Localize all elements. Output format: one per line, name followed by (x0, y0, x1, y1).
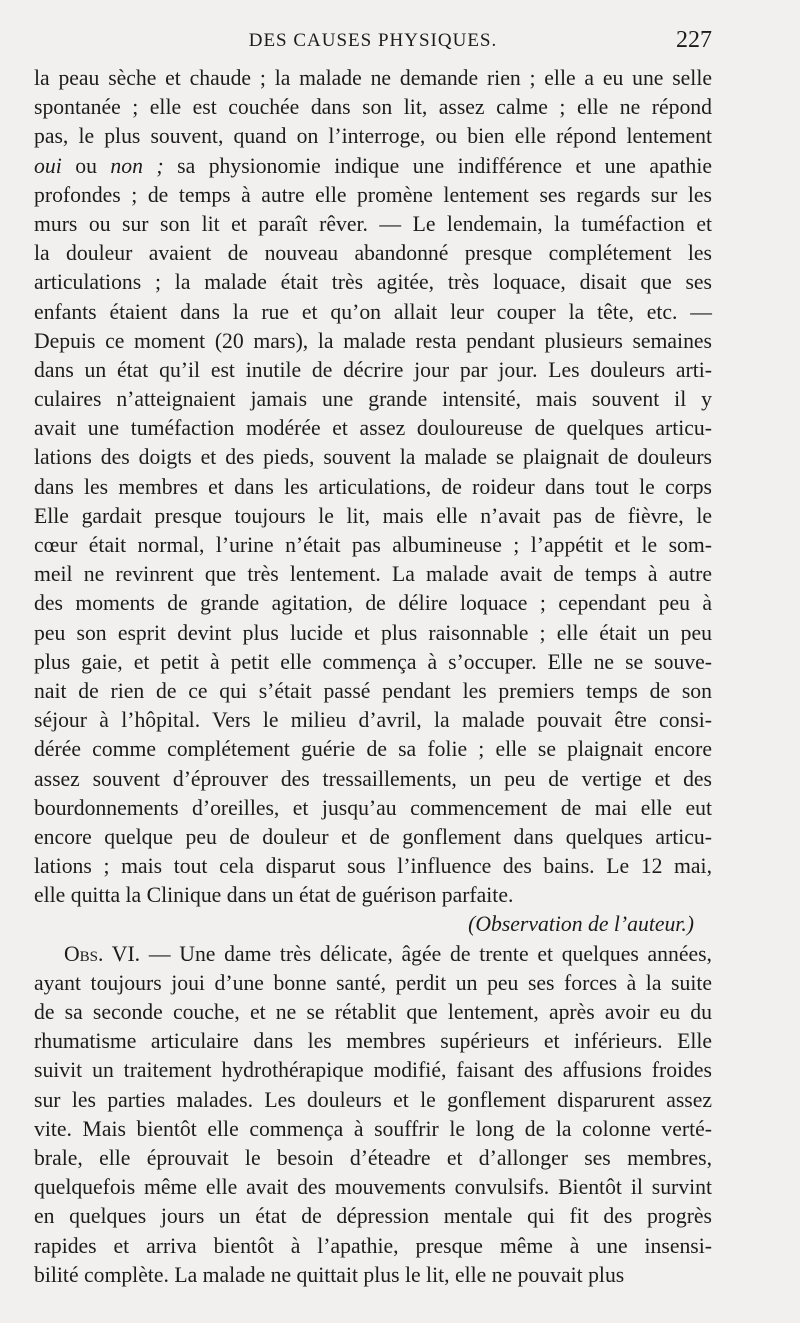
line-text: assez souvent d’éprouver des tressaillements, un peu de vertige et des (34, 766, 712, 791)
text-line (34, 1027, 712, 1056)
text-line (34, 210, 712, 239)
text-line (34, 385, 712, 414)
line-text: profondes ; de temps à autre elle promène lentement ses regards sur les (34, 182, 712, 207)
italic-word: oui (34, 153, 62, 178)
line-text: en quelques jours un état de dépression mentale qui fit des progrès (34, 1204, 712, 1229)
running-head: DES CAUSES PHYSIQUES. (248, 30, 498, 51)
line-text: séjour à l’hôpital. Vers le milieu d’avril, la malade pouvait être consi- (34, 708, 712, 733)
text-line (34, 356, 712, 385)
line-text: meil ne revinrent que très lentement. La malade avait de temps à autre (34, 562, 712, 587)
line-text: pas, le plus souvent, quand on l’interroge, ou bien elle répond lentement (34, 124, 712, 149)
obs-label: Obs. VI. (64, 941, 141, 966)
line-text: vite. Mais bientôt elle commença à souffrir le long de la colonne verté- (34, 1116, 712, 1141)
line-text: avait une tuméfaction modérée et assez douloureuse de quelques articu- (34, 416, 712, 441)
text-line (34, 589, 712, 618)
line-text: rhumatisme articulaire dans les membres supérieurs et inférieurs. Elle (34, 1029, 712, 1054)
line-text: murs ou sur son lit et paraît rêver. — Le lendemain, la tuméfaction et (34, 211, 712, 236)
line-text: bilité complète. La malade ne quittait plus le lit, elle ne pouvait plus (34, 1262, 625, 1287)
line-text: nait de rien de ce qui s’était passé pendant les premiers temps de son (34, 678, 712, 703)
line-text: des moments de grande agitation, de délire loquace ; cependant peu à (34, 591, 712, 616)
text-line (34, 268, 712, 297)
text-line (34, 1261, 712, 1290)
text-line (34, 1086, 712, 1115)
line-text: lations ; mais tout cela disparut sous l’influence des bains. Le 12 mai, (34, 854, 712, 879)
citation: (Observation de l’auteur.) (468, 912, 694, 937)
line-text: culaires n’atteignaient jamais une grande intensité, mais souvent il y (34, 387, 712, 412)
text-line (34, 969, 712, 998)
line-text: dérée comme complétement guérie de sa folie ; elle se plaignait encore (34, 737, 712, 762)
text-line (34, 1202, 712, 1231)
line-text: brale, elle éprouvait le besoin d’éteadre et d’allonger ses membres, (34, 1145, 712, 1170)
text-line (34, 852, 712, 881)
line-text: rapides et arriva bientôt à l’apathie, presque même à une insensi- (34, 1233, 712, 1258)
text-line (34, 1173, 712, 1202)
line-text: de sa seconde couche, et ne se rétablit que lentement, après avoir eu du (34, 1000, 712, 1024)
text-line (34, 181, 712, 210)
text-line (34, 152, 712, 181)
text-line (34, 706, 712, 735)
line-text: Depuis ce moment (20 mars), la malade resta pendant plusieurs semaines (34, 328, 712, 353)
line-text: dans les membres et dans les articulations, de roideur dans tout le corps (34, 474, 712, 499)
text-line (34, 765, 712, 794)
word: ou (75, 153, 97, 178)
text-line (34, 64, 712, 93)
line-text: peu son esprit devint plus lucide et plus raisonnable ; elle était un peu (34, 620, 712, 645)
line-text: cœur était normal, l’urine n’était pas albumineuse ; l’appétit et le som- (34, 533, 712, 557)
line-text: la peau sèche et chaude ; la malade ne demande rien ; elle a eu une selle (34, 66, 712, 90)
italic-word: non ; (110, 153, 164, 178)
line-text: quelquefois même elle avait des mouvements convulsifs. Bientôt il survint (34, 1175, 712, 1200)
obs-vi-first-line (34, 940, 712, 969)
text-line (34, 531, 712, 560)
line-text: spontanée ; elle est couchée dans son lit, assez calme ; elle ne répond (34, 95, 712, 120)
text-line (34, 619, 712, 648)
text-line (34, 794, 712, 823)
text-line (34, 881, 712, 910)
text-line (34, 443, 712, 472)
line-text: elle quitta la Clinique dans un état de guérison parfaite. (34, 883, 514, 908)
line-text: sa physionomie indique une indifférence et une apathie (177, 153, 713, 178)
text-line (34, 648, 712, 677)
line-text: plus gaie, et petit à petit elle commença à s’occuper. Elle ne se souve- (34, 649, 712, 674)
text-line (34, 823, 712, 852)
line-text: la douleur avaient de nouveau abandonné presque complétement les (34, 241, 712, 266)
line-text: ayant toujours joui d’une bonne santé, perdit un peu ses forces à la suite (34, 970, 712, 995)
line-text: Elle gardait presque toujours le lit, mais elle n’avait pas de fièvre, le (34, 503, 712, 528)
line-text: bourdonnements d’oreilles, et jusqu’au commencement de mai elle eut (34, 795, 712, 820)
text-line (34, 298, 712, 327)
line-text: sur les parties malades. Les douleurs et le gonflement disparurent assez (34, 1087, 712, 1112)
text-line (34, 122, 712, 151)
body-text (34, 64, 712, 1290)
text-line (34, 239, 712, 268)
page-header (34, 27, 712, 62)
line-text: dans un état qu’il est inutile de décrire jour par jour. Les douleurs arti- (34, 357, 712, 382)
paragraph-observation-v (34, 64, 712, 910)
text-line (34, 1144, 712, 1173)
text-line (34, 677, 712, 706)
text-line (34, 560, 712, 589)
text-line (34, 1056, 712, 1085)
text-line (34, 473, 712, 502)
text-line (34, 1115, 712, 1144)
line-text: encore quelque peu de douleur et de gonflement dans quelques articu- (34, 824, 712, 849)
text-line (34, 1232, 712, 1261)
obs-vi-opening: — Une dame très délicate, âgée de trente et quelques années, (148, 941, 712, 966)
text-line (34, 327, 712, 356)
line-text: lations des doigts et des pieds, souvent la malade se plaignait de douleurs (34, 445, 712, 470)
text-line (34, 93, 712, 122)
text-line (34, 414, 712, 443)
paragraph-observation-vi (34, 969, 712, 1290)
line-text: suivit un traitement hydrothérapique modifié, faisant des affusions froides (34, 1058, 712, 1083)
line-text: articulations ; la malade était très agitée, très loquace, disait que ses (34, 270, 712, 295)
text-line (34, 735, 712, 764)
page-number: 227 (676, 27, 712, 53)
text-line (34, 998, 712, 1027)
line-text: enfants étaient dans la rue et qu’on allait leur couper la tête, etc. — (34, 299, 712, 324)
text-line (34, 502, 712, 531)
